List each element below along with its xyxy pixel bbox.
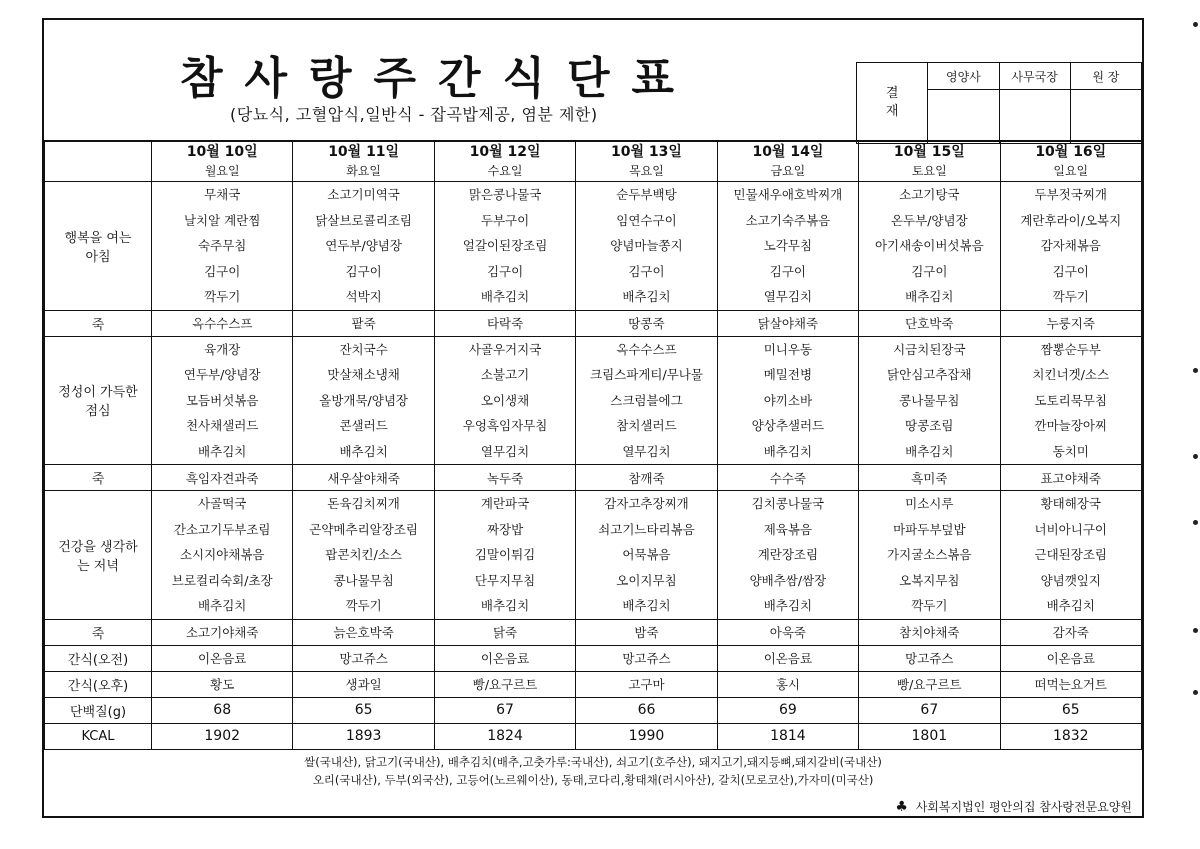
menu-item: 임연수구이 bbox=[616, 212, 677, 228]
menu-item: 고구마 bbox=[576, 671, 717, 697]
menu-item: 김구이 bbox=[769, 263, 807, 279]
menu-item: 민물새우애호박찌개 bbox=[733, 187, 843, 202]
protein-value: 68 bbox=[152, 697, 293, 723]
menu-item: 동치미 bbox=[1052, 443, 1089, 459]
row-label-text: 행복을 여는 아침 bbox=[64, 230, 132, 265]
meal-cell bbox=[1000, 336, 1141, 465]
menu-item: 사골떡국 bbox=[198, 496, 247, 511]
approval-sign-director bbox=[1070, 90, 1141, 144]
menu-item: 배추김치 bbox=[480, 598, 530, 613]
scan-edge-marks bbox=[1192, 0, 1198, 849]
sheet-footer bbox=[44, 746, 1142, 818]
menu-item: 양상추샐러드 bbox=[751, 418, 825, 433]
menu-item: 콩나물무침 bbox=[899, 392, 960, 408]
row-protein bbox=[45, 697, 1142, 723]
menu-item: 배추김치 bbox=[198, 598, 247, 613]
menu-item: 미소시루 bbox=[905, 496, 954, 511]
menu-item: 이온음료 bbox=[717, 645, 858, 671]
day-date: 10월 15일 bbox=[893, 144, 965, 160]
menu-item: 육개장 bbox=[204, 341, 241, 357]
menu-item: 오복지무침 bbox=[899, 572, 960, 588]
menu-item: 소고기숙주볶음 bbox=[745, 212, 831, 228]
day-weekday: 일요일 bbox=[1053, 164, 1089, 178]
menu-item: 오이생채 bbox=[480, 392, 530, 408]
menu-item: 야끼소바 bbox=[763, 392, 813, 408]
menu-item: 참치야채죽 bbox=[859, 619, 1000, 645]
menu-item: 너비아니구이 bbox=[1034, 521, 1107, 537]
row-porridge1 bbox=[45, 310, 1142, 336]
meal-cell bbox=[293, 182, 434, 311]
menu-item: 깍두기 bbox=[204, 289, 241, 304]
meal-cell bbox=[576, 336, 717, 465]
menu-item: 열무김치 bbox=[480, 443, 530, 459]
menu-item: 천사채샐러드 bbox=[185, 418, 259, 433]
menu-item: 닭죽 bbox=[434, 619, 575, 645]
menu-item: 아욱죽 bbox=[717, 619, 858, 645]
menu-item: 누룽지죽 bbox=[1000, 310, 1141, 336]
menu-item: 황도 bbox=[152, 671, 293, 697]
menu-item: 홍시 bbox=[717, 671, 858, 697]
kcal-value: 1801 bbox=[859, 723, 1000, 749]
meal-cell bbox=[717, 182, 858, 311]
meal-cell bbox=[576, 182, 717, 311]
organization-signature bbox=[895, 798, 1132, 815]
menu-item: 시금치된장국 bbox=[893, 341, 966, 357]
kcal-value: 1832 bbox=[1000, 723, 1141, 749]
menu-item: 쇠고기느타리볶음 bbox=[598, 521, 695, 537]
menu-item: 감자죽 bbox=[1000, 619, 1141, 645]
menu-item: 배추김치 bbox=[622, 598, 671, 613]
menu-item: 얼갈이된장조림 bbox=[462, 238, 548, 253]
menu-item: 배추김치 bbox=[763, 443, 813, 459]
menu-item: 빵/요구르트 bbox=[859, 671, 1000, 697]
menu-item: 닭살브로콜리조림 bbox=[315, 212, 412, 228]
meal-cell bbox=[859, 182, 1000, 311]
protein-value: 69 bbox=[717, 697, 858, 723]
menu-item: 오이지무침 bbox=[616, 572, 677, 588]
menu-item: 도토리묵무침 bbox=[1034, 392, 1107, 408]
menu-item: 배추김치 bbox=[622, 289, 671, 304]
row-label-text: 죽 bbox=[91, 317, 105, 333]
meal-cell bbox=[434, 491, 575, 620]
meal-cell bbox=[576, 491, 717, 620]
approval-label-text: 결 재 bbox=[885, 86, 899, 119]
menu-item: 간소고기두부조림 bbox=[173, 521, 271, 537]
menu-item: 콘샐러드 bbox=[339, 418, 388, 433]
row-snack-pm bbox=[45, 671, 1142, 697]
menu-item: 모듬버섯볶음 bbox=[185, 392, 259, 408]
menu-item: 계란장조림 bbox=[757, 547, 819, 562]
row-label-text: 건강을 생각하 는 저녁 bbox=[58, 539, 138, 574]
menu-item: 두부구이 bbox=[480, 212, 530, 228]
menu-item: 사골우거지국 bbox=[468, 341, 542, 357]
menu-item: 올방개묵/양념장 bbox=[319, 392, 408, 408]
menu-item: 옥수수스프 bbox=[616, 341, 677, 357]
menu-item: 이온음료 bbox=[152, 645, 293, 671]
menu-item: 빵/요구르트 bbox=[434, 671, 575, 697]
row-label bbox=[45, 491, 152, 620]
row-dinner bbox=[45, 491, 1142, 620]
menu-item: 김구이 bbox=[911, 263, 948, 279]
meal-cell bbox=[152, 182, 293, 311]
menu-item: 온두부/양념장 bbox=[890, 212, 968, 228]
day-header-6 bbox=[859, 141, 1000, 182]
menu-item: 우엉흑임자무침 bbox=[462, 418, 548, 433]
row-label bbox=[45, 336, 152, 465]
row-label bbox=[45, 619, 152, 645]
protein-value: 65 bbox=[1000, 697, 1141, 723]
menu-item: 계란파국 bbox=[480, 496, 530, 511]
page-subtitle: (당뇨식, 고혈압식,일반식 - 잡곡밥제공, 염분 제한) bbox=[230, 105, 598, 124]
menu-item: 메밀전병 bbox=[763, 367, 813, 382]
row-label-text: 간식(오후) bbox=[67, 678, 129, 694]
approval-role-manager: 사무국장 bbox=[999, 63, 1070, 90]
menu-item: 참치샐러드 bbox=[616, 418, 677, 433]
menu-item: 무채국 bbox=[204, 187, 241, 202]
meal-cell bbox=[1000, 491, 1141, 620]
menu-item: 석박지 bbox=[345, 289, 382, 304]
menu-item: 새우살야채죽 bbox=[293, 465, 434, 491]
menu-item: 생과일 bbox=[293, 671, 434, 697]
row-label-text: 죽 bbox=[91, 626, 105, 642]
menu-item: 이온음료 bbox=[1000, 645, 1141, 671]
meal-cell bbox=[293, 491, 434, 620]
menu-item: 순두부백탕 bbox=[616, 187, 677, 202]
meal-cell bbox=[717, 336, 858, 465]
menu-item: 맑은콩나물국 bbox=[468, 187, 542, 202]
menu-item: 김말이튀김 bbox=[474, 547, 536, 562]
row-label-text: 단백질(g) bbox=[69, 704, 127, 720]
day-weekday: 토요일 bbox=[911, 164, 947, 178]
menu-item: 연두부/양념장 bbox=[325, 238, 402, 253]
menu-item: 수수죽 bbox=[717, 465, 858, 491]
menu-item: 땅콩조림 bbox=[905, 418, 954, 433]
menu-item: 날치알 계란찜 bbox=[183, 212, 261, 228]
meal-cell bbox=[1000, 182, 1141, 311]
menu-item: 표고야채죽 bbox=[1000, 465, 1141, 491]
day-date: 10월 12일 bbox=[469, 144, 541, 160]
menu-item: 옥수수스프 bbox=[152, 310, 293, 336]
menu-item: 팥죽 bbox=[293, 310, 434, 336]
meal-cell bbox=[152, 336, 293, 465]
menu-item: 김구이 bbox=[628, 263, 665, 279]
menu-item: 미니우동 bbox=[763, 341, 813, 357]
row-label-text: 정성이 가득한 점심 bbox=[58, 385, 138, 420]
menu-item: 소고기탕국 bbox=[899, 187, 960, 202]
menu-item: 스크럼블에그 bbox=[610, 392, 683, 408]
menu-sheet bbox=[42, 18, 1144, 818]
menu-item: 김구이 bbox=[486, 263, 524, 279]
menu-item: 노각무침 bbox=[763, 238, 813, 253]
menu-item: 양념마늘쫑지 bbox=[610, 238, 683, 253]
menu-item: 타락죽 bbox=[434, 310, 575, 336]
menu-item: 어묵볶음 bbox=[622, 547, 671, 562]
menu-item: 두부젓국찌개 bbox=[1034, 187, 1107, 202]
day-header-4 bbox=[576, 141, 717, 182]
menu-item: 닭살야채죽 bbox=[717, 310, 858, 336]
menu-item: 이온음료 bbox=[434, 645, 575, 671]
kcal-value: 1902 bbox=[152, 723, 293, 749]
menu-item: 망고쥬스 bbox=[576, 645, 717, 671]
menu-item: 돈육김치찌개 bbox=[327, 496, 400, 511]
menu-item: 치킨너겟/소스 bbox=[1032, 367, 1110, 382]
menu-item: 배추김치 bbox=[339, 443, 388, 459]
menu-item: 브로컬리숙회/초장 bbox=[171, 572, 273, 588]
row-label-text: KCAL bbox=[81, 728, 115, 744]
row-label bbox=[45, 645, 152, 671]
kcal-value: 1824 bbox=[434, 723, 575, 749]
menu-item: 녹두죽 bbox=[434, 465, 575, 491]
row-snack-am bbox=[45, 645, 1142, 671]
menu-item: 망고쥬스 bbox=[859, 645, 1000, 671]
menu-item: 양념깻잎지 bbox=[1040, 572, 1101, 588]
day-date: 10월 16일 bbox=[1035, 144, 1107, 160]
meal-cell bbox=[717, 491, 858, 620]
kcal-value: 1814 bbox=[717, 723, 858, 749]
corner-cell bbox=[45, 141, 152, 182]
menu-item: 맛살채소냉채 bbox=[327, 367, 400, 382]
menu-item: 소고기미역국 bbox=[327, 187, 400, 202]
day-date: 10월 13일 bbox=[611, 144, 682, 160]
menu-item: 마파두부덮밥 bbox=[893, 521, 966, 537]
menu-item: 흑미죽 bbox=[859, 465, 1000, 491]
approval-sign-manager bbox=[999, 90, 1070, 144]
row-label bbox=[45, 697, 152, 723]
menu-item: 흑임자견과죽 bbox=[152, 465, 293, 491]
row-lunch bbox=[45, 336, 1142, 465]
menu-item: 배추김치 bbox=[198, 443, 247, 459]
day-header-3 bbox=[434, 141, 575, 182]
protein-value: 67 bbox=[859, 697, 1000, 723]
menu-item: 배추김치 bbox=[905, 289, 954, 304]
row-label bbox=[45, 310, 152, 336]
menu-item: 떠먹는요거트 bbox=[1000, 671, 1141, 697]
protein-value: 65 bbox=[293, 697, 434, 723]
row-label bbox=[45, 465, 152, 491]
menu-item: 소불고기 bbox=[480, 367, 530, 382]
menu-item: 열무김치 bbox=[763, 289, 813, 304]
menu-item: 가지굴소스볶음 bbox=[887, 547, 972, 562]
row-label-text: 죽 bbox=[91, 472, 105, 487]
menu-item: 깍두기 bbox=[345, 598, 382, 613]
day-header-1 bbox=[152, 141, 293, 182]
menu-item: 곤약메추리알장조림 bbox=[309, 521, 418, 537]
menu-item: 김구이 bbox=[204, 263, 241, 279]
menu-item: 제육볶음 bbox=[763, 521, 813, 537]
meal-cell bbox=[152, 491, 293, 620]
day-header-7 bbox=[1000, 141, 1141, 182]
menu-item: 김구이 bbox=[345, 263, 382, 279]
row-porridge3 bbox=[45, 619, 1142, 645]
day-header-5 bbox=[717, 141, 858, 182]
menu-item: 깍두기 bbox=[911, 598, 948, 613]
menu-item: 계란후라이/오복지 bbox=[1020, 212, 1122, 228]
protein-value: 67 bbox=[434, 697, 575, 723]
row-label bbox=[45, 182, 152, 311]
menu-item: 망고쥬스 bbox=[293, 645, 434, 671]
day-date: 10월 14일 bbox=[752, 144, 824, 160]
day-weekday: 화요일 bbox=[346, 164, 382, 178]
menu-item: 배추김치 bbox=[905, 443, 954, 459]
menu-item: 땅콩죽 bbox=[576, 310, 717, 336]
menu-item: 양배추쌈/쌈장 bbox=[749, 572, 827, 588]
day-weekday: 수요일 bbox=[487, 164, 523, 178]
meal-cell bbox=[434, 336, 575, 465]
approval-label bbox=[857, 63, 928, 144]
meal-cell bbox=[859, 336, 1000, 465]
menu-item: 닭안심고추잡채 bbox=[887, 367, 972, 382]
menu-body bbox=[45, 182, 1142, 750]
day-weekday: 월요일 bbox=[204, 164, 240, 178]
menu-item: 아기새송이버섯볶음 bbox=[874, 238, 984, 253]
menu-item: 참깨죽 bbox=[576, 465, 717, 491]
organization-name: 사회복지법인 평안의집 참사랑전문요양원 bbox=[915, 800, 1132, 814]
menu-item: 짜장밥 bbox=[486, 521, 524, 537]
row-label-text: 간식(오전) bbox=[67, 652, 129, 668]
menu-item: 짬뽕순두부 bbox=[1040, 341, 1101, 357]
weekly-menu-table bbox=[44, 140, 1142, 750]
kcal-value: 1893 bbox=[293, 723, 434, 749]
row-label bbox=[45, 671, 152, 697]
menu-item: 늙은호박죽 bbox=[293, 619, 434, 645]
menu-item: 깍두기 bbox=[1052, 289, 1089, 304]
menu-item: 숙주무침 bbox=[198, 238, 247, 253]
menu-item: 김치콩나물국 bbox=[751, 496, 825, 511]
menu-item: 크림스파게티/무나물 bbox=[590, 367, 703, 382]
page-title: 참사랑주간식단표 bbox=[180, 53, 697, 104]
approval-role-dietitian: 영양사 bbox=[928, 63, 999, 90]
approval-sign-dietitian bbox=[928, 90, 999, 144]
date-header-row bbox=[45, 141, 1142, 182]
origin-line-1: 쌀(국내산), 닭고기(국내산), 배추김치(배추,고춧가루:국내산), 쇠고기(호주산), 돼지고기,돼지등뼈,돼지갈비(국내산) bbox=[304, 755, 882, 769]
row-porridge2 bbox=[45, 465, 1142, 491]
day-date: 10월 10일 bbox=[186, 144, 258, 160]
kcal-value: 1990 bbox=[576, 723, 717, 749]
meal-cell bbox=[293, 336, 434, 465]
meal-cell bbox=[434, 182, 575, 311]
approval-box bbox=[856, 62, 1142, 144]
menu-item: 배추김치 bbox=[763, 598, 813, 613]
menu-item: 잔치국수 bbox=[339, 341, 388, 357]
origin-line-2: 오리(국내산), 두부(외국산), 고등어(노르웨이산), 동태,코다리,황태채(러시아산), 갈치(모로코산),가자미(미국산) bbox=[312, 773, 874, 787]
menu-item: 황태해장국 bbox=[1040, 496, 1101, 511]
menu-item: 팝콘치킨/소스 bbox=[325, 547, 402, 562]
menu-item: 단호박죽 bbox=[859, 310, 1000, 336]
menu-item: 열무김치 bbox=[622, 443, 671, 459]
menu-item: 근대된장조림 bbox=[1034, 547, 1107, 562]
protein-value: 66 bbox=[576, 697, 717, 723]
day-date: 10월 11일 bbox=[328, 144, 400, 160]
menu-item: 감자고추장찌개 bbox=[604, 496, 689, 511]
day-header-2 bbox=[293, 141, 434, 182]
day-weekday: 목요일 bbox=[629, 164, 664, 178]
day-weekday: 금요일 bbox=[770, 164, 806, 178]
menu-item: 감자채볶음 bbox=[1040, 238, 1101, 253]
menu-item: 연두부/양념장 bbox=[183, 367, 261, 382]
organization-logo-icon: ♣ bbox=[895, 799, 908, 815]
approval-role-director: 원 장 bbox=[1070, 63, 1141, 90]
sheet-header bbox=[44, 20, 1142, 142]
menu-item: 깐마늘장아찌 bbox=[1034, 418, 1107, 433]
menu-item: 밤죽 bbox=[576, 619, 717, 645]
meal-cell bbox=[859, 491, 1000, 620]
menu-item: 배추김치 bbox=[1046, 598, 1095, 613]
menu-item: 김구이 bbox=[1052, 263, 1089, 279]
menu-item: 단무지무침 bbox=[474, 572, 536, 588]
row-breakfast bbox=[45, 182, 1142, 311]
menu-item: 콩나물무침 bbox=[333, 572, 394, 588]
menu-item: 배추김치 bbox=[480, 289, 530, 304]
menu-item: 소시지야채볶음 bbox=[179, 547, 265, 562]
menu-item: 소고기야채죽 bbox=[152, 619, 293, 645]
